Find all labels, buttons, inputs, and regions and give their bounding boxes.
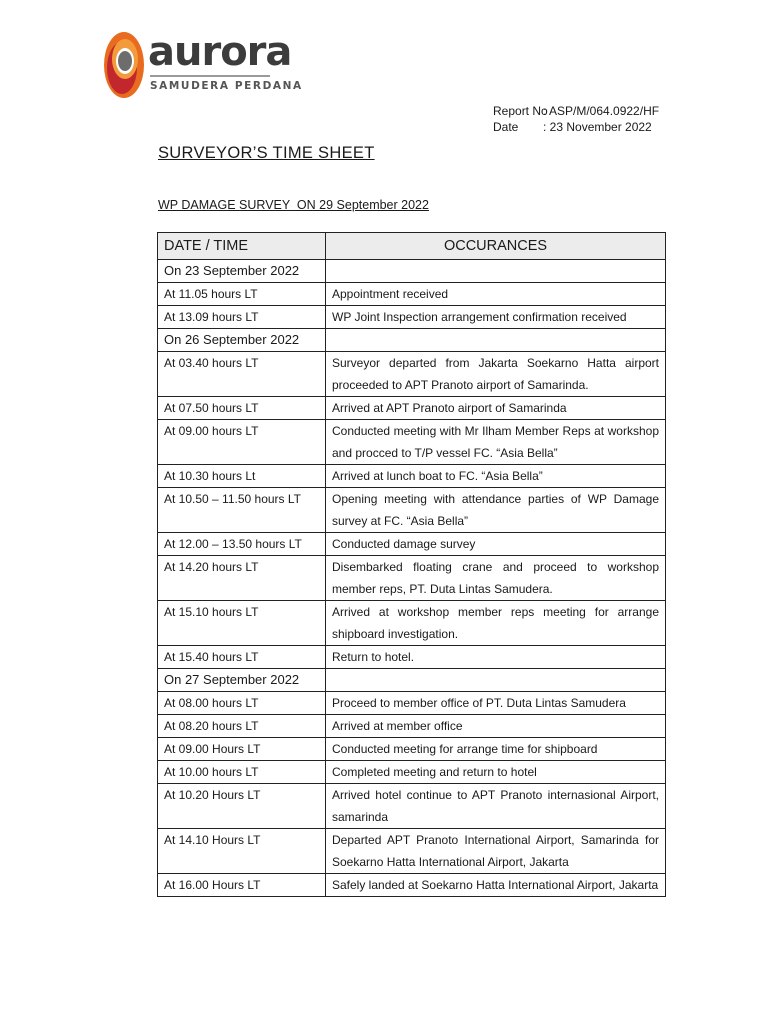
time-cell: At 11.05 hours LT xyxy=(158,283,326,306)
occurance-cell: Conducted meeting with Mr Ilham Member Reps at workshop and procced to T/P vessel FC. “Asia Bella” xyxy=(326,420,666,465)
table-row xyxy=(158,761,666,784)
report-no-value: : ASP/M/064.0922/HF xyxy=(543,104,660,118)
table-row xyxy=(158,352,666,397)
time-cell: On 27 September 2022 xyxy=(158,669,326,692)
time-cell: At 15.40 hours LT xyxy=(158,646,326,669)
time-cell: At 14.20 hours LT xyxy=(158,556,326,601)
table-row xyxy=(158,420,666,465)
table-row xyxy=(158,397,666,420)
company-logo xyxy=(100,28,303,102)
table-row xyxy=(158,306,666,329)
occurance-cell: Arrived at lunch boat to FC. “Asia Bella” xyxy=(326,465,666,488)
table-row xyxy=(158,874,666,897)
report-date-label: Date xyxy=(493,120,519,134)
time-cell: At 10.50 – 11.50 hours LT xyxy=(158,488,326,533)
occurance-cell: Proceed to member office of PT. Duta Lintas Samudera xyxy=(326,692,666,715)
table-row xyxy=(158,465,666,488)
table-row xyxy=(158,715,666,738)
time-cell: At 07.50 hours LT xyxy=(158,397,326,420)
time-cell: At 09.00 Hours LT xyxy=(158,738,326,761)
occurance-cell: WP Joint Inspection arrangement confirmation received xyxy=(326,306,666,329)
time-sheet-table xyxy=(157,232,666,897)
report-info xyxy=(493,103,659,135)
brand-name: aurora xyxy=(148,29,292,75)
document-title: SURVEYOR’S TIME SHEET xyxy=(158,144,375,162)
date-group-row xyxy=(158,329,666,352)
time-cell: At 10.00 hours LT xyxy=(158,761,326,784)
occurance-cell: Departed APT Pranoto International Airport, Samarinda for Soekarno Hatta International Airport, Jakarta xyxy=(326,829,666,874)
occurance-cell: Appointment received xyxy=(326,283,666,306)
brand-divider xyxy=(150,75,270,77)
time-cell: At 12.00 – 13.50 hours LT xyxy=(158,533,326,556)
occurance-cell: Opening meeting with attendance parties of WP Damage survey at FC. “Asia Bella” xyxy=(326,488,666,533)
table-row xyxy=(158,601,666,646)
occurance-cell: Arrived at workshop member reps meeting for arrange shipboard investigation. xyxy=(326,601,666,646)
time-cell: At 09.00 hours LT xyxy=(158,420,326,465)
time-cell: At 03.40 hours LT xyxy=(158,352,326,397)
occurance-cell: Conducted meeting for arrange time for shipboard xyxy=(326,738,666,761)
occurance-cell: Safely landed at Soekarno Hatta International Airport, Jakarta xyxy=(326,874,666,897)
header-date-time: DATE / TIME xyxy=(158,233,326,260)
table-row xyxy=(158,738,666,761)
occurance-cell: Arrived at APT Pranoto airport of Samarinda xyxy=(326,397,666,420)
occurance-cell: Conducted damage survey xyxy=(326,533,666,556)
occurance-cell: Disembarked floating crane and proceed to workshop member reps, PT. Duta Lintas Samudera. xyxy=(326,556,666,601)
time-cell: On 23 September 2022 xyxy=(158,260,326,283)
table-header-row xyxy=(158,233,666,260)
occurance-cell: Arrived hotel continue to APT Pranoto internasional Airport, samarinda xyxy=(326,784,666,829)
table-row xyxy=(158,646,666,669)
occurance-cell: Surveyor departed from Jakarta Soekarno Hatta airport proceeded to APT Pranoto airport of Samarinda. xyxy=(326,352,666,397)
time-cell: At 16.00 Hours LT xyxy=(158,874,326,897)
table-row xyxy=(158,488,666,533)
table-row xyxy=(158,829,666,874)
time-cell: At 10.30 hours Lt xyxy=(158,465,326,488)
occurance-cell xyxy=(326,669,666,692)
brand-subtitle: SAMUDERA PERDANA xyxy=(150,80,303,92)
table-row xyxy=(158,692,666,715)
time-cell: At 13.09 hours LT xyxy=(158,306,326,329)
date-group-row xyxy=(158,260,666,283)
table-row xyxy=(158,556,666,601)
time-cell: At 08.20 hours LT xyxy=(158,715,326,738)
time-cell: At 08.00 hours LT xyxy=(158,692,326,715)
occurance-cell: Completed meeting and return to hotel xyxy=(326,761,666,784)
occurance-cell xyxy=(326,260,666,283)
report-no-label: Report No xyxy=(493,104,548,118)
time-cell: On 26 September 2022 xyxy=(158,329,326,352)
time-cell: At 15.10 hours LT xyxy=(158,601,326,646)
occurance-cell xyxy=(326,329,666,352)
table-row xyxy=(158,283,666,306)
time-cell: At 10.20 Hours LT xyxy=(158,784,326,829)
aurora-emblem-icon xyxy=(100,28,148,102)
header-occurances: OCCURANCES xyxy=(326,233,666,260)
occurance-cell: Arrived at member office xyxy=(326,715,666,738)
table-row xyxy=(158,533,666,556)
report-date-value: : 23 November 2022 xyxy=(543,120,652,134)
survey-subtitle: WP DAMAGE SURVEY ON 29 September 2022 xyxy=(158,198,429,212)
time-cell: At 14.10 Hours LT xyxy=(158,829,326,874)
table-row xyxy=(158,784,666,829)
date-group-row xyxy=(158,669,666,692)
occurance-cell: Return to hotel. xyxy=(326,646,666,669)
